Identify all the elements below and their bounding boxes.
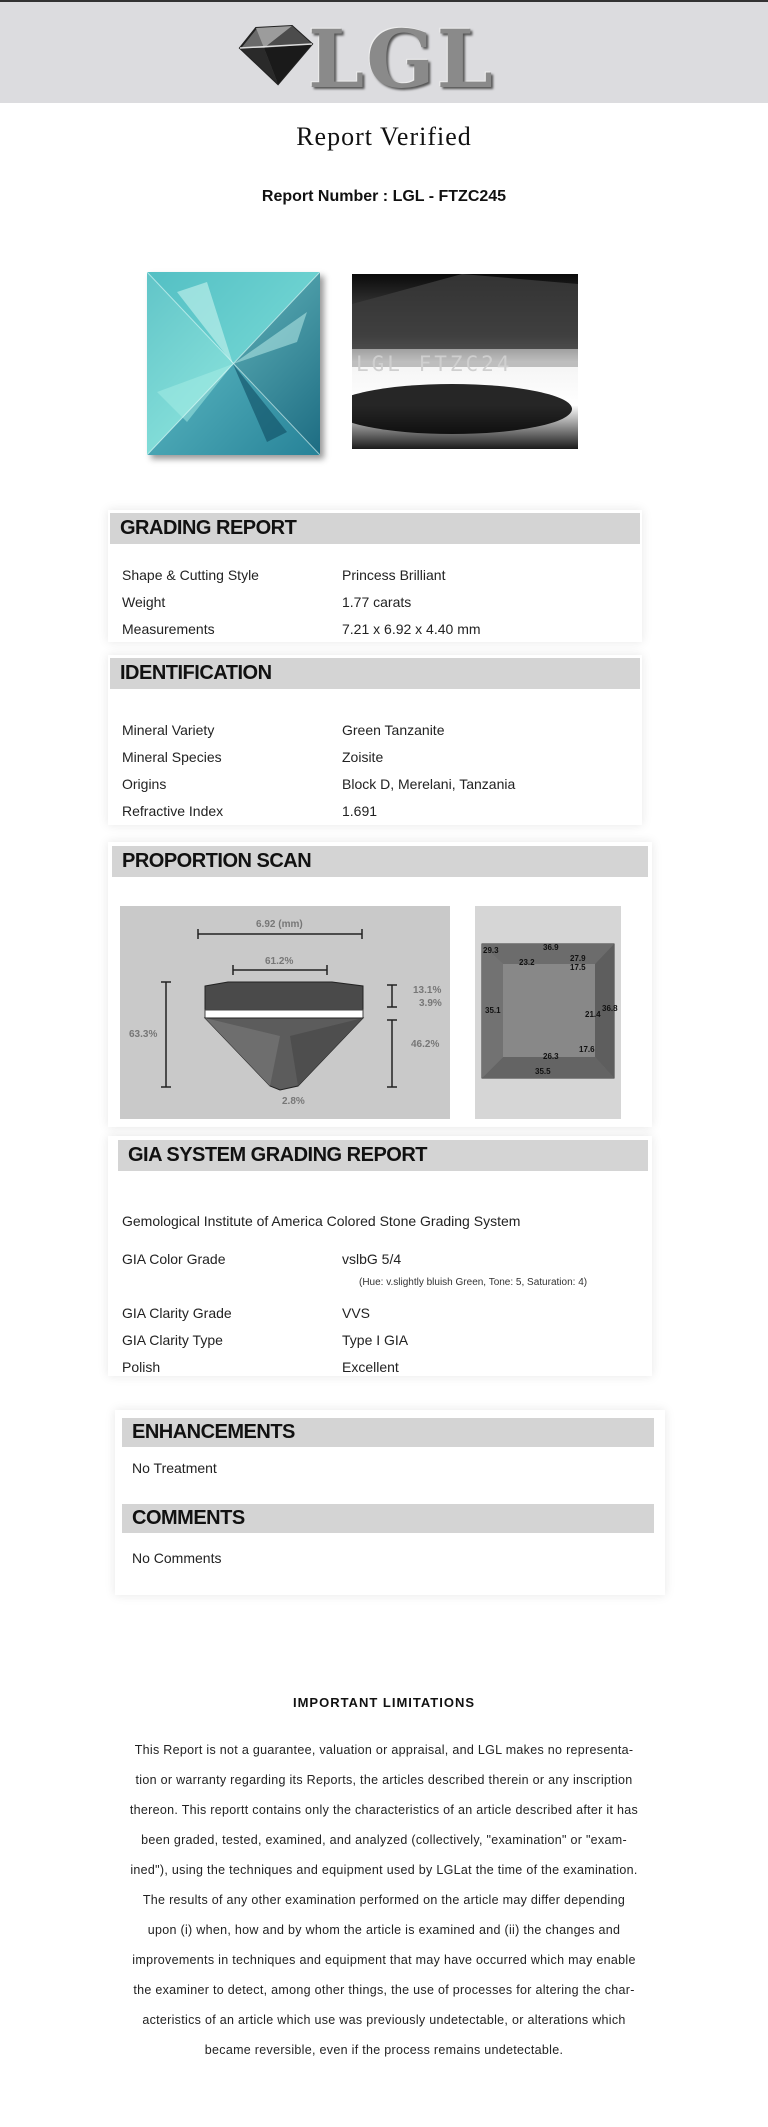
limitations-line: The results of any other examination performed on the article may differ depending (142, 1893, 626, 1907)
row-label: Polish (122, 1359, 161, 1375)
limitations-text (118, 1735, 650, 2065)
width-label: 6.92 (mm) (256, 919, 303, 930)
comments-heading: COMMENTS (122, 1504, 654, 1533)
row-value: 1.77 carats (342, 594, 412, 610)
row-label: Origins (122, 776, 167, 792)
identification-heading: IDENTIFICATION (110, 658, 640, 689)
facet-value: 35.5 (535, 1067, 551, 1076)
header-banner (0, 0, 768, 106)
logo-text: LGL (308, 12, 495, 106)
hue-note: (Hue: v.slightly bluish Green, Tone: 5, Saturation: 4) (359, 1277, 588, 1288)
facet-value: 23.2 (519, 958, 535, 967)
limitations-line: upon (i) when, how and by whom the article is examined and (ii) the changes and (147, 1923, 621, 1937)
row-label: Refractive Index (122, 803, 224, 819)
proportion-scan-heading: PROPORTION SCAN (112, 846, 648, 877)
inscription-text: LGL FTZC24 (356, 352, 513, 376)
page-title: Report Verified (296, 122, 472, 151)
row-value: Green Tanzanite (342, 722, 445, 738)
facet-value: 21.4 (585, 1010, 601, 1019)
facet-value: 36.9 (543, 943, 559, 952)
inscription-photo (352, 274, 578, 449)
facet-value: 35.1 (485, 1006, 501, 1015)
limitations-line: acteristics of an article which use was previously undetectable, or alterations which (142, 2013, 626, 2027)
limitations-line: improvements in techniques and equipment that may have occurred which may enable (132, 1953, 636, 1967)
row-value: 1.691 (342, 803, 378, 819)
depth-label: 63.3% (129, 1029, 158, 1040)
row-label: GIA Color Grade (122, 1251, 226, 1267)
facet-value: 27.9 (570, 954, 586, 963)
profile-diagram (120, 906, 450, 1119)
row-value: Zoisite (342, 749, 384, 765)
pavilion-label: 46.2% (411, 1039, 440, 1050)
limitations-line: the examiner to detect, among other things, the use of processes for altering the char- (133, 1983, 635, 1997)
row-value: VVS (342, 1305, 371, 1321)
limitations-line: ined"), using the techniques and equipment used by LGLat the time of the examination. (130, 1863, 638, 1877)
limitations-line: thereon. This reportt contains only the characteristics of an article described after it has (129, 1803, 639, 1817)
grading-report-heading: GRADING REPORT (110, 513, 640, 544)
facet-diagram (475, 906, 621, 1119)
crown-label: 13.1% (413, 985, 442, 996)
facet-value: 36.8 (602, 1004, 618, 1013)
row-label: Shape & Cutting Style (122, 567, 259, 583)
row-label: Weight (122, 594, 166, 610)
row-value: 7.21 x 6.92 x 4.40 mm (342, 621, 481, 637)
limitations-line: tion or warranty regarding its Reports, the articles described therein or any inscription (135, 1773, 633, 1787)
gemstone-photo (147, 272, 320, 455)
lgl-logo[interactable] (234, 12, 495, 106)
comments-text: No Comments (132, 1550, 222, 1566)
row-label: Measurements (122, 621, 215, 637)
row-value: Block D, Merelani, Tanzania (342, 776, 516, 792)
limitations-heading: IMPORTANT LIMITATIONS (292, 1695, 476, 1710)
enhancements-heading: ENHANCEMENTS (122, 1418, 654, 1447)
row-value: Excellent (342, 1359, 399, 1375)
limitations-line: became reversible, even if the process remains undetectable. (204, 2043, 564, 2057)
row-label: Mineral Variety (122, 722, 215, 738)
diamond-icon (234, 18, 314, 92)
gia-heading: GIA SYSTEM GRADING REPORT (118, 1140, 648, 1171)
limitations-line: been graded, tested, examined, and analyzed (collectively, "examination" or "exam- (141, 1833, 627, 1847)
limitations-line: This Report is not a guarantee, valuation or appraisal, and LGL makes no representa- (134, 1743, 634, 1757)
enhancements-text: No Treatment (132, 1460, 217, 1476)
culet-label: 2.8% (282, 1096, 305, 1107)
report-number: Report Number : LGL - FTZC245 (261, 188, 507, 205)
row-value: Princess Brilliant (342, 567, 446, 583)
row-value: vslbG 5/4 (342, 1251, 402, 1267)
row-label: GIA Clarity Type (122, 1332, 223, 1348)
facet-value: 17.5 (570, 963, 586, 972)
facet-value: 17.6 (579, 1045, 595, 1054)
row-label: GIA Clarity Grade (122, 1305, 232, 1321)
table-label: 61.2% (265, 956, 294, 967)
gia-system-text: Gemological Institute of America Colored Stone Grading System (122, 1213, 521, 1229)
row-value: Type I GIA (342, 1332, 409, 1348)
row-label: Mineral Species (122, 749, 222, 765)
facet-value: 29.3 (483, 946, 499, 955)
girdle-label: 3.9% (419, 998, 442, 1009)
facet-value: 26.3 (543, 1052, 559, 1061)
